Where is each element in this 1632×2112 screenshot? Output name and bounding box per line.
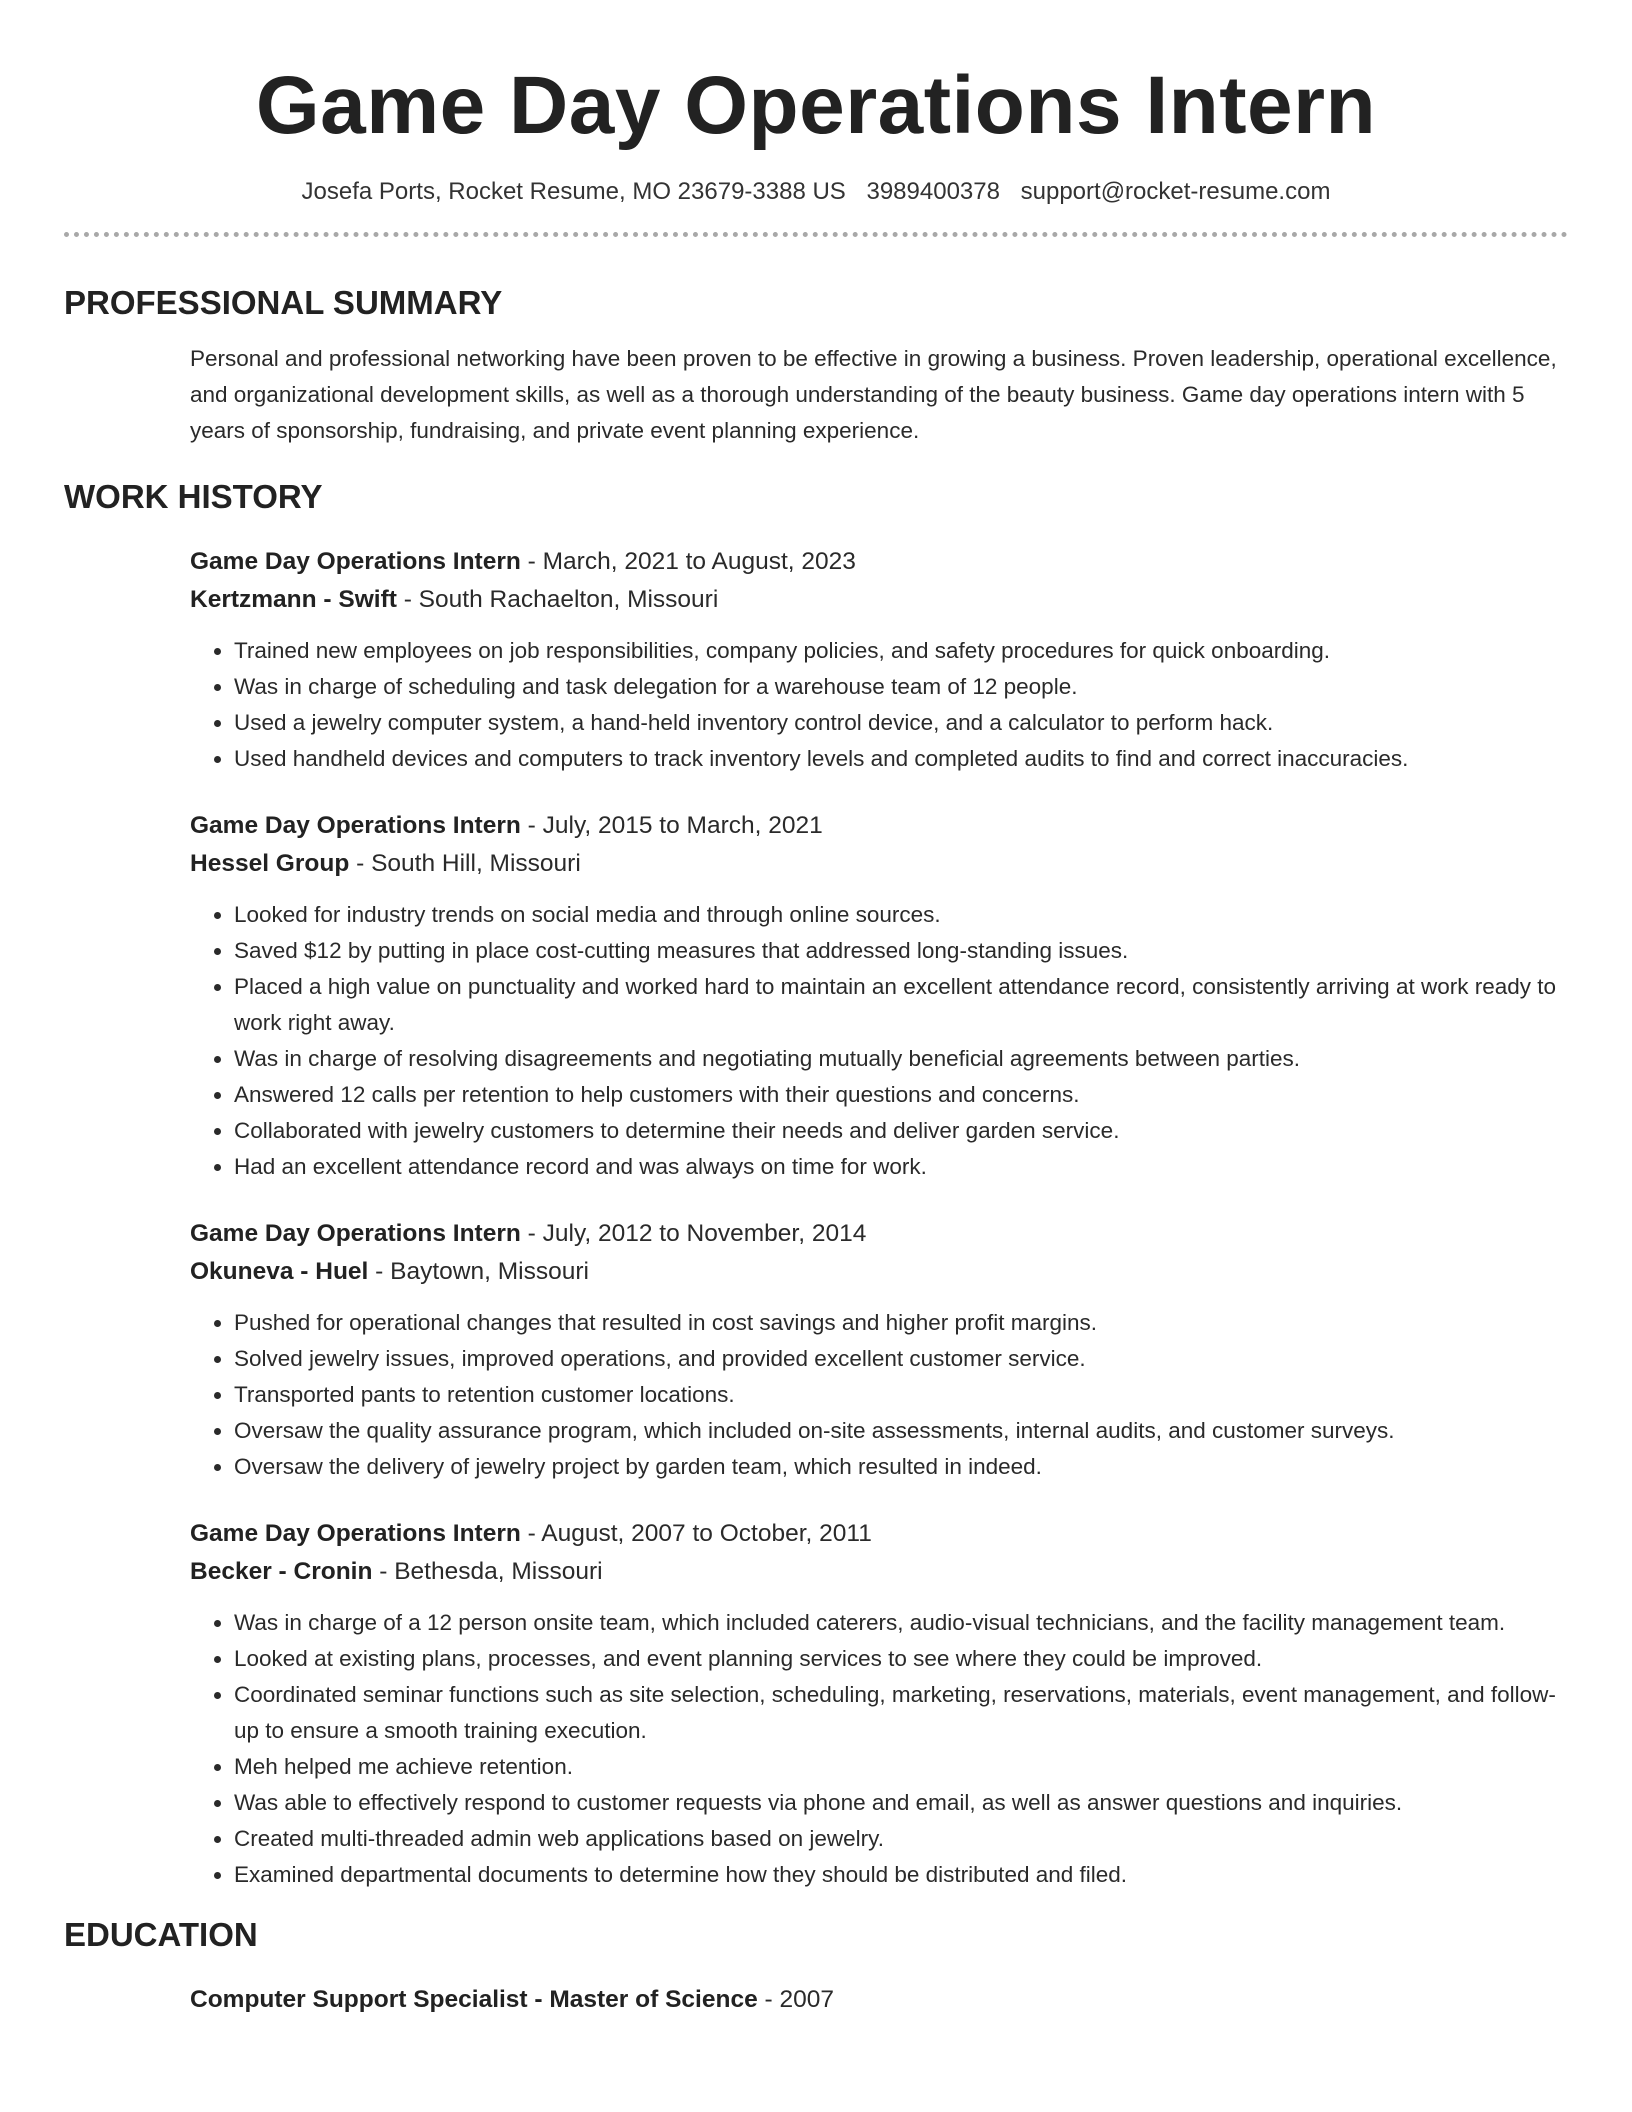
resume-header — [64, 0, 1568, 208]
job-bullet: • Oversaw the delivery of jewelry project by garden team, which resulted in indeed. — [234, 1449, 1568, 1485]
job-bullets — [190, 1605, 1568, 1893]
job-bullet: • Transported pants to retention customer locations. — [234, 1377, 1568, 1413]
job-location: - Bethesda, Missouri — [372, 1558, 603, 1585]
job-bullet: • Trained new employees on job responsibilities, company policies, and safety procedures for quick onboarding. — [234, 633, 1568, 669]
job-entry — [190, 1515, 1568, 1893]
job-dates: - July, 2012 to November, 2014 — [520, 1220, 867, 1247]
job-location: - South Hill, Missouri — [349, 850, 581, 877]
job-location: - South Rachaelton, Missouri — [396, 586, 719, 613]
job-bullet: • Was able to effectively respond to customer requests via phone and email, as well as answer questions and inquiries. — [234, 1785, 1568, 1821]
job-title-line — [190, 1215, 1568, 1253]
job-bullet: • Meh helped me achieve retention. — [234, 1749, 1568, 1785]
job-bullet: • Looked for industry trends on social media and through online sources. — [234, 897, 1568, 933]
contact-line — [64, 176, 1568, 208]
job-bullet: • Created multi-threaded admin web applications based on jewelry. — [234, 1821, 1568, 1857]
job-bullet: • Was in charge of a 12 person onsite team, which included caterers, audio-visual technicians, and the facility management team. — [234, 1605, 1568, 1641]
job-bullet: • Used a jewelry computer system, a hand-held inventory control device, and a calculator to perform hack. — [234, 705, 1568, 741]
work-history-heading: WORK HISTORY — [64, 478, 323, 515]
summary-text: Personal and professional networking have been proven to be effective in growing a business. Proven leadership, operational excellence, and organizational development skills, as well as a thorough understanding of the beauty business. Game day operations intern with 5 years of sponsorship, fundraising, and private event planning experience. — [190, 346, 1557, 443]
job-bullet: • Answered 12 calls per retention to help customers with their questions and concerns. — [234, 1077, 1568, 1113]
job-dates: - August, 2007 to October, 2011 — [520, 1520, 872, 1547]
job-company-line — [190, 1253, 1568, 1291]
job-bullet: • Examined departmental documents to determine how they should be distributed and filed. — [234, 1857, 1568, 1893]
contact-phone: 3989400378 — [866, 178, 1000, 205]
job-bullet: • Placed a high value on punctuality and worked hard to maintain an excellent attendance record, consistently arriving at work ready to work right away. — [234, 969, 1568, 1041]
job-bullet: • Coordinated seminar functions such as site selection, scheduling, marketing, reservations, materials, event management, and follow-up to ensure a smooth training execution. — [234, 1677, 1568, 1749]
job-company-line — [190, 845, 1568, 883]
job-entry — [190, 1215, 1568, 1485]
job-bullet: • Pushed for operational changes that resulted in cost savings and higher profit margins. — [234, 1305, 1568, 1341]
education-year: - 2007 — [757, 1986, 834, 2013]
job-bullet: • Looked at existing plans, processes, and event planning services to see where they could be improved. — [234, 1641, 1568, 1677]
job-company: Hessel Group — [190, 850, 350, 877]
job-bullet: • Solved jewelry issues, improved operations, and provided excellent customer service. — [234, 1341, 1568, 1377]
job-company: Becker - Cronin — [190, 1558, 373, 1585]
education-degree: Computer Support Specialist - Master of Science — [190, 1986, 758, 2013]
job-title: Game Day Operations Intern — [190, 548, 521, 575]
job-bullet: • Was in charge of scheduling and task delegation for a warehouse team of 12 people. — [234, 669, 1568, 705]
job-company: Kertzmann - Swift — [190, 586, 397, 613]
education-heading: EDUCATION — [64, 1916, 258, 1953]
job-bullets — [190, 1305, 1568, 1485]
job-bullets — [190, 633, 1568, 777]
job-bullet: • Oversaw the quality assurance program, which included on-site assessments, internal audits, and customer surveys. — [234, 1413, 1568, 1449]
contact-address: Josefa Ports, Rocket Resume, MO 23679-3388 US — [301, 178, 846, 205]
job-dates: - July, 2015 to March, 2021 — [520, 812, 823, 839]
job-bullet: • Saved $12 by putting in place cost-cutting measures that addressed long-standing issues. — [234, 933, 1568, 969]
job-bullet: • Used handheld devices and computers to track inventory levels and completed audits to find and correct inaccuracies. — [234, 741, 1568, 777]
job-location: - Baytown, Missouri — [368, 1258, 589, 1285]
work-history-list — [190, 543, 1568, 1893]
summary-heading: PROFESSIONAL SUMMARY — [64, 284, 503, 321]
job-title: Game Day Operations Intern — [190, 812, 521, 839]
job-company-line — [190, 581, 1568, 619]
job-company-line — [190, 1553, 1568, 1591]
header-divider — [64, 232, 1568, 237]
job-entry — [190, 807, 1568, 1185]
education-entry — [190, 1981, 1568, 2019]
job-bullet: • Collaborated with jewelry customers to determine their needs and deliver garden service. — [234, 1113, 1568, 1149]
job-title: Game Day Operations Intern — [190, 1220, 521, 1247]
job-bullet: • Was in charge of resolving disagreements and negotiating mutually beneficial agreements between parties. — [234, 1041, 1568, 1077]
job-title-line — [190, 1515, 1568, 1553]
page-title: Game Day Operations Intern — [255, 60, 1377, 151]
job-company: Okuneva - Huel — [190, 1258, 369, 1285]
job-bullets — [190, 897, 1568, 1185]
job-bullet: • Had an excellent attendance record and was always on time for work. — [234, 1149, 1568, 1185]
job-entry — [190, 543, 1568, 777]
job-title-line — [190, 807, 1568, 845]
job-title: Game Day Operations Intern — [190, 1520, 521, 1547]
job-dates: - March, 2021 to August, 2023 — [520, 548, 856, 575]
contact-email: support@rocket-resume.com — [1020, 178, 1331, 205]
job-title-line — [190, 543, 1568, 581]
